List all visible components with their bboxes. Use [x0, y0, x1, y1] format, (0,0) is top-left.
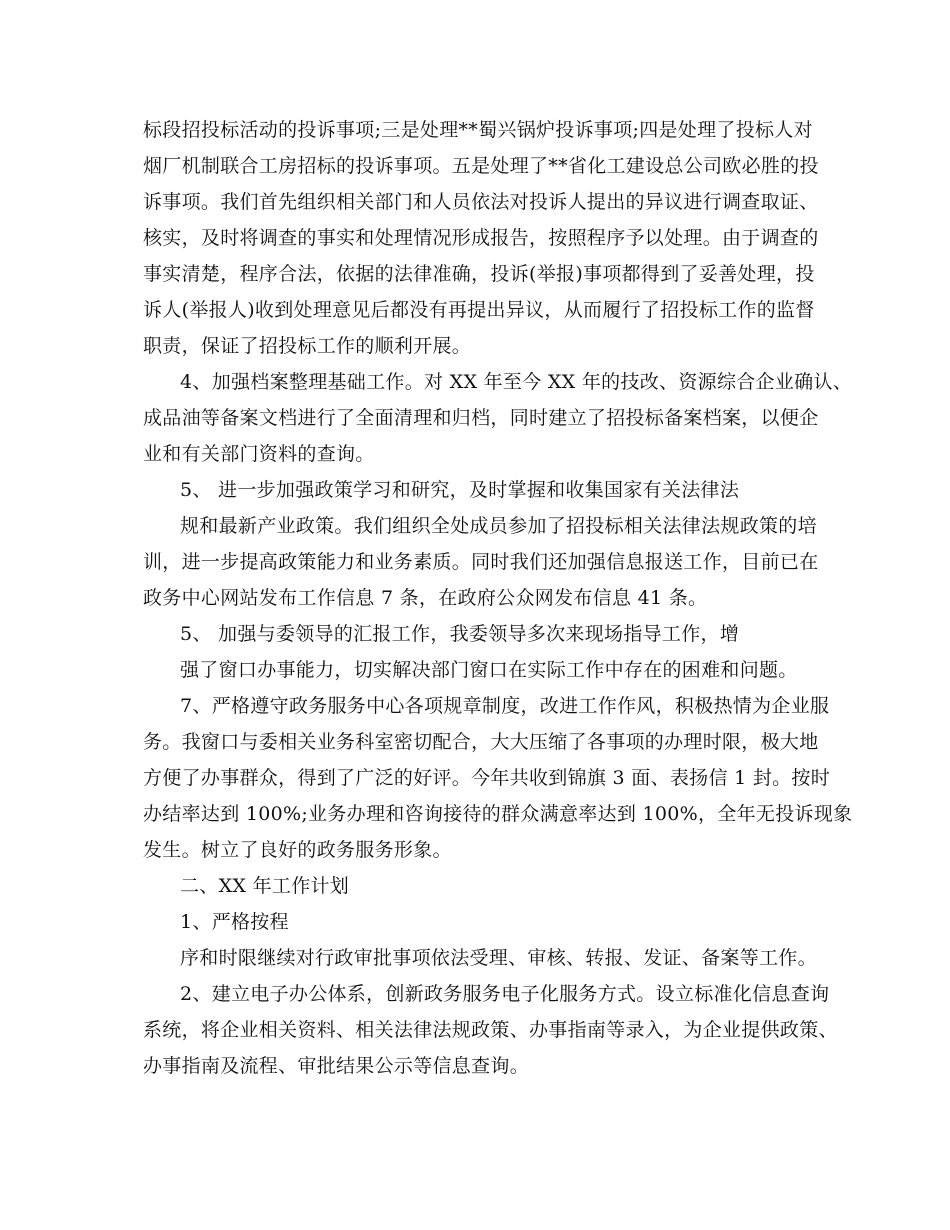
paragraph-line: 成品油等备案文档进行了全面清理和归档，同时建立了招投标备案档案，以便企: [143, 407, 819, 429]
section-heading-plan: 二、XX 年工作计划: [180, 875, 350, 897]
section-item-1: 1、严格按程: [180, 911, 289, 933]
section-item-5b: 5、 加强与委领导的汇报工作，我委领导多次来现场指导工作，增: [180, 623, 740, 645]
section-item-7: 7、严格遵守政务服务中心各项规章制度，改进工作作风，积极热情为企业服: [180, 695, 830, 717]
paragraph-line: 诉事项。我们首先组织相关部门和人员依法对投诉人提出的异议进行调查取证、: [143, 191, 819, 213]
section-item-5a: 5、 进一步加强政策学习和研究，及时掌握和收集国家有关法律法: [180, 479, 740, 501]
paragraph-line: 序和时限继续对行政审批事项依法受理、审核、转报、发证、备案等工作。: [180, 947, 817, 969]
paragraph-line: 事实清楚，程序合法，依据的法律准确，投诉(举报)事项都得到了妥善处理，投: [143, 263, 815, 285]
paragraph-line: 强了窗口办事能力，切实解决部门窗口在实际工作中存在的困难和问题。: [180, 659, 798, 681]
paragraph-line: 规和最新产业政策。我们组织全处成员参加了招投标相关法律法规政策的培: [180, 515, 817, 537]
paragraph-line: 核实，及时将调查的事实和处理情况形成报告，按照程序予以处理。由于调查的: [143, 227, 819, 249]
paragraph-line: 务。我窗口与委相关业务科室密切配合，大大压缩了各事项的办理时限，极大地: [143, 731, 819, 753]
paragraph-line: 职责，保证了招投标工作的顺利开展。: [143, 335, 472, 357]
paragraph-line: 标段招投标活动的投诉事项;三是处理**蜀兴锅炉投诉事项;四是处理了投标人对: [143, 119, 813, 141]
paragraph-line: 系统，将企业相关资料、相关法律法规政策、办事指南等录入，为企业提供政策、: [143, 1019, 838, 1041]
paragraph-line: 发生。树立了良好的政务服务形象。: [143, 839, 452, 861]
paragraph-line: 办事指南及流程、审批结果公示等信息查询。: [143, 1055, 530, 1077]
paragraph-line: 方便了办事群众，得到了广泛的好评。今年共收到锦旗 3 面、表扬信 1 封。按时: [143, 767, 831, 789]
section-item-2: 2、建立电子办公体系，创新政务服务电子化服务方式。设立标准化信息查询: [180, 983, 830, 1005]
paragraph-line: 业和有关部门资料的查询。: [143, 443, 375, 465]
section-item-4: 4、加强档案整理基础工作。对 XX 年至今 XX 年的技改、资源综合企业确认、: [180, 371, 853, 393]
paragraph-line: 烟厂机制联合工房招标的投诉事项。五是处理了**省化工建设总公司欧必胜的投: [143, 155, 819, 177]
paragraph-line: 训，进一步提高政策能力和业务素质。同时我们还加强信息报送工作，目前已在: [143, 551, 819, 573]
paragraph-line: 政务中心网站发布工作信息 7 条，在政府公众网发布信息 41 条。: [143, 587, 708, 609]
paragraph-line: 诉人(举报人)收到处理意见后都没有再提出异议，从而履行了招投标工作的监督: [143, 299, 815, 321]
paragraph-line: 办结率达到 100%;业务办理和咨询接待的群众满意率达到 100%，全年无投诉现象: [143, 803, 853, 825]
